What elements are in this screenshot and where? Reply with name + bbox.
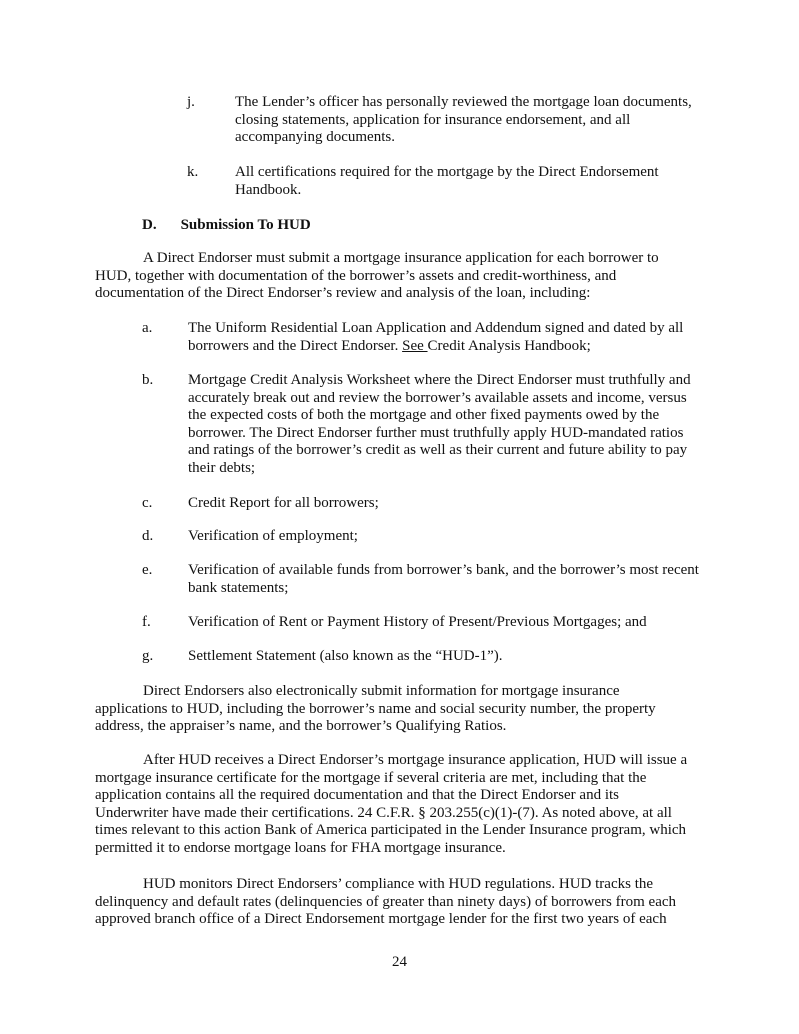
list-marker: c. — [142, 495, 153, 511]
list-item-e — [142, 562, 702, 600]
section-letter: D. — [142, 217, 157, 233]
list-marker: a. — [142, 320, 153, 336]
paragraph-text: HUD monitors Direct Endorsers’ compliance with HUD regulations. HUD tracks the delinquency and default rates (delinquencies of greater than ninety days) of borrowers from each approved branch office of a Direct Endorsement mortgage lender for the first two years of each — [95, 876, 677, 928]
intro-paragraph — [95, 250, 695, 303]
list-item-text-part: The Uniform Residential Loan Application and Addendum signed and dated by all borrowers and the Direct Endorser. — [188, 320, 684, 354]
paragraph-text: Direct Endorsers also electronically submit information for mortgage insurance applications to HUD, including the borrower’s name and social security number, the property address, the appraiser’s name, and the borrower’s Qualifying Ratios. — [95, 683, 656, 735]
page-number: 24 — [392, 954, 407, 970]
list-item-text: Verification of available funds from borrower’s bank, and the borrower’s most recent bank statements; — [188, 562, 699, 596]
list-item-text: Settlement Statement (also known as the “HUD-1”). — [188, 648, 503, 664]
list-item-text-part: Credit Analysis Handbook; — [427, 337, 591, 354]
list-marker: g. — [142, 648, 154, 664]
see-signal: See — [402, 337, 428, 354]
list-marker: f. — [142, 614, 151, 630]
list-item-text: Credit Report for all borrowers; — [188, 495, 379, 511]
list-item-text: Verification of employment; — [188, 528, 358, 544]
list-marker: d. — [142, 528, 154, 544]
list-item-g — [142, 648, 702, 668]
list-item-c — [142, 495, 702, 515]
list-marker: b. — [142, 372, 154, 388]
section-title: Submission To HUD — [180, 217, 311, 233]
list-item-f — [142, 614, 702, 634]
list-marker: e. — [142, 562, 153, 578]
list-marker: k. — [187, 164, 199, 180]
intro-paragraph-text: A Direct Endorser must submit a mortgage insurance application for each borrower to HUD, together with documentation of the borrower’s assets and credit-worthiness, and documentation of the Direct Endorser’s review and analysis of the loan, including: — [95, 250, 659, 302]
list-item-text: All certifications required for the mortgage by the Direct Endorsement Handbook. — [235, 164, 659, 198]
list-item-j — [187, 94, 717, 150]
list-item-text — [188, 320, 702, 355]
list-item-b — [142, 372, 702, 482]
list-item-d — [142, 528, 702, 548]
list-item-k — [187, 164, 717, 202]
paragraph-electronic-submission — [95, 683, 695, 736]
paragraph-certificate-issuance — [95, 752, 695, 858]
list-item-text: Verification of Rent or Payment History of Present/Previous Mortgages; and — [188, 614, 647, 630]
list-marker: j. — [187, 94, 195, 110]
section-heading — [142, 217, 542, 235]
paragraph-text: After HUD receives a Direct Endorser’s mortgage insurance application, HUD will issue a mortgage insurance certificate for the mortgage if several criteria are met, including that the application contains all the required documentation and that the Direct Endorser and its Underwriter have made their certifications. 24 C.F.R. § 203.255(c)(1)-(7). As noted above, at all times relevant to this action Bank of America participated in the Lender Insurance program, which permitted it to endorse mortgage loans for FHA mortgage insurance. — [95, 752, 688, 856]
list-item-text: Mortgage Credit Analysis Worksheet where the Direct Endorser must truthfully and accurately break out and review the borrower’s available assets and income, versus the expected costs of both the mortgage and other fixed payments owed by the borrower. The Direct Endorser further must truthfully apply HUD-mandated ratios and ratings of the borrower’s credit as well as their current and future ability to pay their debts; — [188, 372, 691, 476]
list-item-a — [142, 320, 702, 358]
paragraph-hud-monitoring — [95, 876, 695, 929]
list-item-text: The Lender’s officer has personally reviewed the mortgage loan documents, closing statements, application for insurance endorsement, and all accompanying documents. — [235, 94, 692, 146]
